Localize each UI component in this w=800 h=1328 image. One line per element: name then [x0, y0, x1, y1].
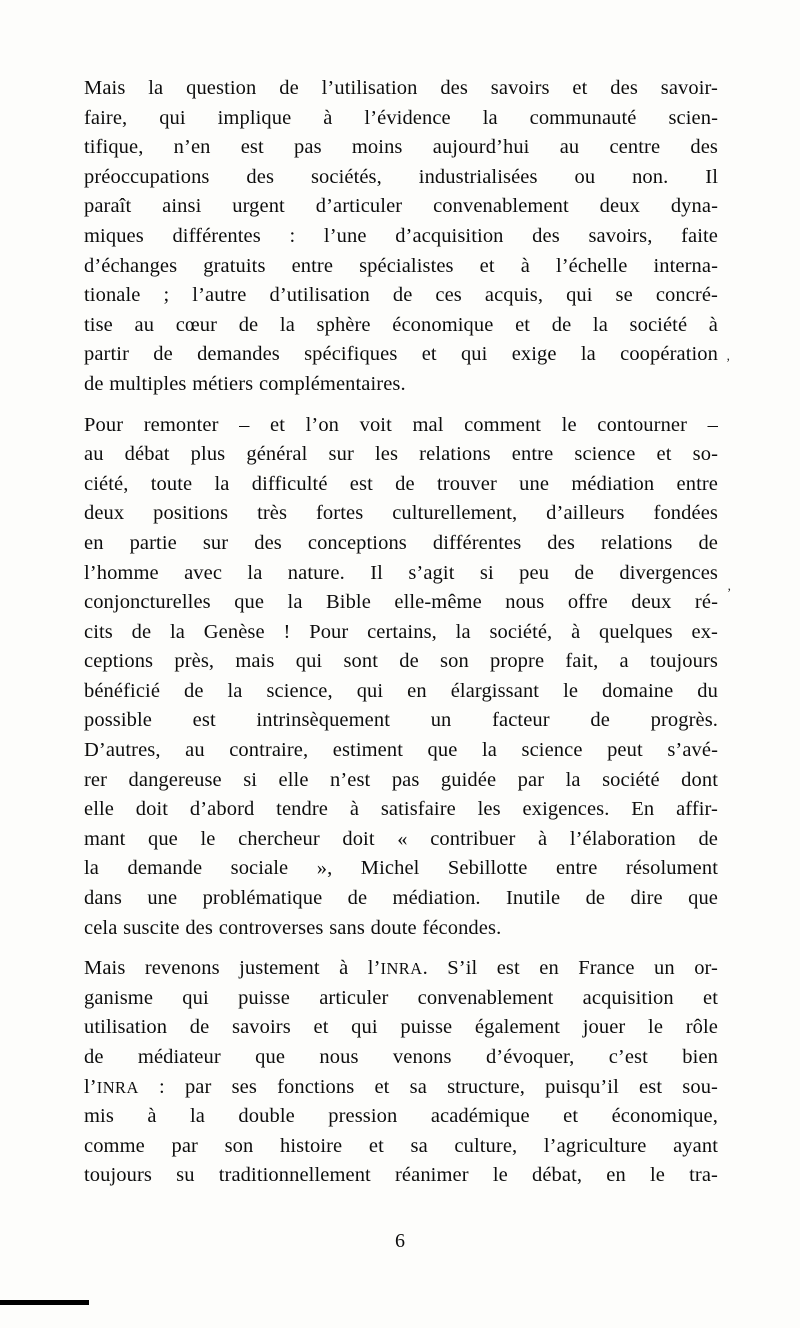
- text-line: tise au cœur de la sphère économique et de la société à: [84, 313, 718, 336]
- smallcaps-text: INRA: [96, 1077, 139, 1097]
- text-line: rer dangereuse si elle n’est pas guidée par la société dont: [84, 768, 718, 791]
- text-line: bénéficié de la science, qui en élargissant le domaine du: [84, 679, 718, 702]
- text-line: comme par son histoire et sa culture, l’agriculture ayant: [84, 1134, 718, 1157]
- text-line: Pour remonter – et l’on voit mal comment le contourner –: [84, 413, 718, 436]
- text-line: cits de la Genèse ! Pour certains, la société, à quelques ex-: [84, 620, 718, 643]
- text-line: ceptions près, mais qui sont de son propre fait, a toujours: [84, 650, 718, 673]
- text-line: de multiples métiers complémentaires.: [84, 372, 406, 395]
- text-line: en partie sur des conceptions différentes des relations de: [84, 531, 718, 554]
- text-line: dans une problématique de médiation. Inutile de dire que: [84, 887, 718, 910]
- text-line: ganisme qui puisse articuler convenablement acquisition et: [84, 986, 718, 1009]
- scan-artifact-line: [0, 1300, 89, 1305]
- page-number: 6: [395, 1230, 405, 1252]
- text-line: tifique, n’en est pas moins aujourd’hui au centre des: [84, 136, 718, 159]
- text-line: ciété, toute la difficulté est de trouver une médiation entre: [84, 472, 718, 495]
- text-line: au débat plus général sur les relations entre science et so-: [84, 443, 718, 466]
- smallcaps-text: INRA: [380, 959, 423, 979]
- text-line: deux positions très fortes culturellement, d’ailleurs fondées: [84, 502, 718, 525]
- text-line: utilisation de savoirs et qui puisse également jouer le rôle: [84, 1016, 718, 1039]
- text-line: Mais revenons justement à l’INRA. S’il est en France un or-: [84, 957, 718, 980]
- text-line: possible est intrinsèquement un facteur de progrès.: [84, 709, 718, 732]
- text-line: l’INRA : par ses fonctions et sa structure, puisqu’il est sou-: [84, 1075, 718, 1098]
- text-line: elle doit d’abord tendre à satisfaire les exigences. En affir-: [84, 798, 718, 821]
- text-line: miques différentes : l’une d’acquisition des savoirs, faite: [84, 224, 718, 247]
- text-line: de médiateur que nous venons d’évoquer, c’est bien: [84, 1046, 718, 1068]
- text-line: D’autres, au contraire, estiment que la science peut s’avé-: [84, 739, 718, 762]
- text-line: mant que le chercheur doit « contribuer à l’élaboration de: [84, 827, 718, 850]
- text-line: Mais la question de l’utilisation des savoirs et des savoir-: [84, 77, 718, 99]
- text-line: mis à la double pression académique et économique,: [84, 1105, 718, 1128]
- text-line: l’homme avec la nature. Il s’agit si peu de divergences: [84, 561, 718, 584]
- paragraph: [84, 954, 718, 1191]
- paragraph: [84, 74, 718, 400]
- scan-speck: ’: [726, 355, 731, 370]
- text-line: préoccupations des sociétés, industrialisées ou non. Il: [84, 165, 718, 188]
- paragraph: [84, 411, 718, 944]
- text-line: paraît ainsi urgent d’articuler convenablement deux dyna-: [84, 195, 718, 218]
- text-line: toujours su traditionnellement réanimer le débat, en le tra-: [84, 1164, 718, 1187]
- page-text: [84, 74, 718, 1202]
- scan-speck: ’: [727, 585, 732, 600]
- text-line: cela suscite des controverses sans doute fécondes.: [84, 916, 502, 939]
- text-line: d’échanges gratuits entre spécialistes et à l’échelle interna-: [84, 254, 718, 277]
- text-line: faire, qui implique à l’évidence la communauté scien-: [84, 106, 718, 129]
- text-line: conjoncturelles que la Bible elle-même nous offre deux ré-: [84, 591, 718, 614]
- text-line: tionale ; l’autre d’utilisation de ces acquis, qui se concré-: [84, 284, 718, 307]
- text-line: la demande sociale », Michel Sebillotte entre résolument: [84, 857, 718, 880]
- text-line: partir de demandes spécifiques et qui exige la coopération: [84, 343, 718, 366]
